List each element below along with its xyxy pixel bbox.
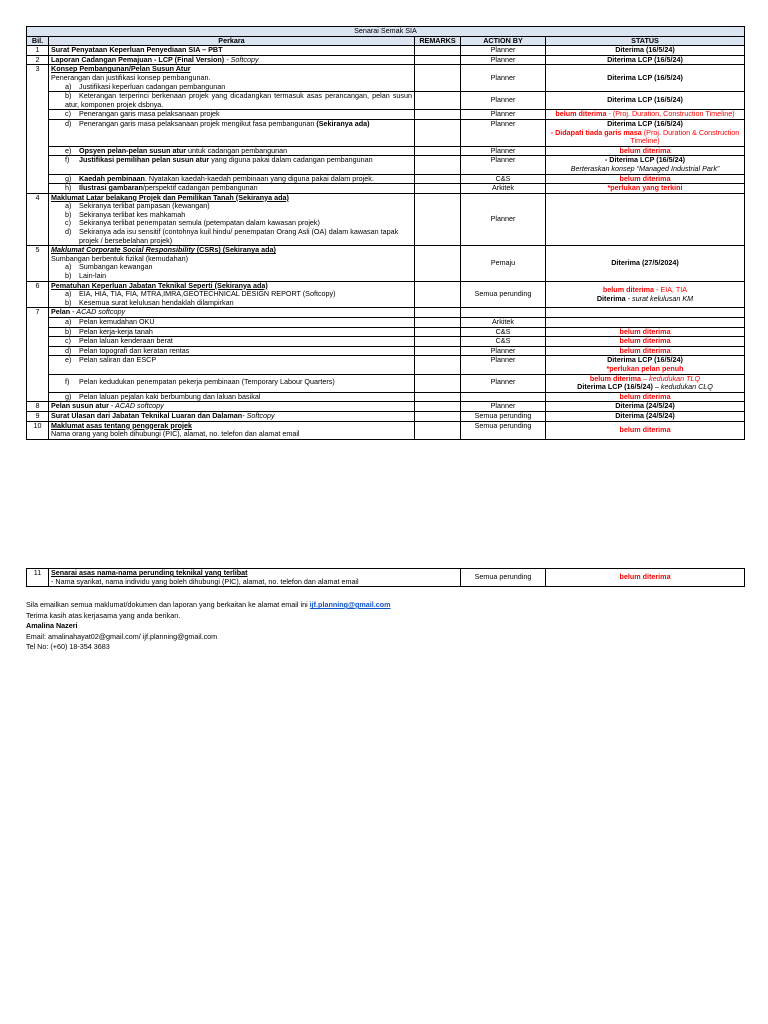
section-desc: Nama orang yang boleh dihubungi (PIC), alamat, no. telefon dan alamat email	[51, 429, 300, 439]
item-text: untuk cadangan pembangunan	[186, 146, 288, 155]
item-key: a)	[65, 262, 72, 272]
list-item	[51, 375, 412, 387]
item-text: Pelan kemudahan OKU	[79, 317, 155, 326]
row-status: belum diterima	[546, 337, 745, 347]
row-remarks	[415, 46, 461, 56]
row-perkara	[49, 55, 415, 65]
row-status	[546, 156, 745, 174]
row-status: Diterima LCP (16/5/24)	[546, 65, 745, 92]
list-item	[51, 147, 412, 156]
item-key: f)	[65, 155, 70, 165]
list-item	[51, 299, 412, 308]
item-key: a)	[65, 289, 72, 299]
list-item	[51, 120, 412, 129]
item-text: Pelan kerja-kerja tanah	[79, 327, 153, 336]
row-remarks	[415, 346, 461, 356]
section-heading: Senarai asas nama-nama perunding teknikal yang terlibat	[51, 568, 248, 577]
item-key: e)	[65, 355, 72, 365]
checklist-table-continued	[26, 568, 744, 587]
header-action: ACTION BY	[461, 36, 546, 46]
row-bil: 1	[27, 46, 49, 56]
row-status: *perlukan yang terkini	[546, 184, 745, 194]
row-action: Planner	[461, 65, 546, 92]
row-bil: 8	[27, 402, 49, 412]
item-text: Sekiranya terlibat pampasan (kewangan)	[79, 201, 210, 211]
row-perkara	[49, 318, 415, 328]
list-item	[51, 83, 412, 92]
table-row	[27, 337, 745, 347]
row-action: Planner	[461, 356, 546, 374]
row-status	[546, 281, 745, 308]
header-bil: Bil.	[27, 36, 49, 46]
row-remarks	[415, 356, 461, 374]
row-remarks	[415, 193, 461, 246]
table-row	[27, 308, 745, 318]
section-heading: Maklumat asas tentang penggerak projek	[51, 421, 192, 430]
row-status: belum diterima	[546, 146, 745, 156]
row-action: C&S	[461, 327, 546, 337]
row-bil: 5	[27, 246, 49, 281]
status-main: belum diterima	[589, 374, 641, 383]
table-row	[27, 402, 745, 412]
table-row	[27, 318, 745, 328]
section-heading: Pematuhan Keperluan Jabatan Teknikal Seperti (Sekiranya ada)	[51, 281, 268, 290]
table-row	[27, 421, 745, 439]
status-note: – kedudukan TLQ	[640, 374, 701, 383]
row-action: Planner	[461, 193, 546, 246]
row-bil: 11	[27, 569, 49, 587]
item-text: Keterangan terperinci berkenaan projek yang dicadangkan termasuk asas perancangan, pelan susun atur, komponen projek dsbnya.	[65, 91, 412, 109]
status-sub: Diterima LCP (16/5/24)	[577, 382, 653, 392]
row-bil: 10	[27, 421, 49, 439]
item-text: Sekiranya terlibat penempatan semula (petempatan dalam kawasan projek)	[79, 218, 320, 228]
table-row	[27, 327, 745, 337]
table-row	[27, 374, 745, 392]
row-status: belum diterima	[546, 327, 745, 337]
item-text: Lain-lain	[79, 271, 107, 281]
row-remarks	[415, 110, 461, 120]
row-remarks	[415, 246, 461, 281]
item-key: h)	[65, 183, 72, 193]
row-remarks	[415, 411, 461, 421]
table-row	[27, 346, 745, 356]
row-action: Planner	[461, 156, 546, 174]
row-action: Planner	[461, 110, 546, 120]
status-sub: *perlukan pelan penuh	[606, 363, 684, 373]
checklist-table	[26, 26, 745, 440]
row-perkara	[49, 374, 415, 392]
footer-name: Amalina Nazeri	[26, 621, 78, 630]
row-action: C&S	[461, 337, 546, 347]
row-action: Semua perunding	[461, 569, 546, 587]
row-perkara: Surat Penyataan Keperluan Penyediaan SIA – PBT	[49, 46, 415, 56]
row-action: Arkitek	[461, 184, 546, 194]
row-remarks	[415, 174, 461, 184]
row-bil: 3	[27, 65, 49, 193]
table-title-row	[27, 27, 745, 37]
table-row	[27, 110, 745, 120]
status-sub: - Didapati tiada garis masa	[550, 127, 642, 137]
table-row	[27, 46, 745, 56]
row-action: Planner	[461, 346, 546, 356]
row-perkara	[49, 356, 415, 374]
row-action: Semua perunding	[461, 411, 546, 421]
item-text: yang diguna pakai dalam cadangan pembangunan	[209, 155, 373, 165]
item-key: a)	[65, 317, 72, 326]
row-perkara	[49, 308, 415, 318]
table-title: Senarai Semak SIA	[27, 27, 745, 37]
list-item	[51, 328, 412, 337]
row-perkara-main: Laporan Cadangan Pemajuan - LCP (Final Version)	[51, 55, 225, 64]
section-heading: Maklumat Latar belakang Projek dan Pemilikan Tanah (Sekiranya ada)	[51, 193, 289, 202]
list-item	[51, 393, 412, 402]
row-status: belum diterima	[546, 569, 745, 587]
row-status: Diterima LCP (16/5/24)	[546, 55, 745, 65]
row-bil: 7	[27, 308, 49, 402]
row-perkara	[49, 184, 415, 194]
row-perkara-note: - ACAD softcopy	[108, 401, 164, 411]
item-key: b)	[65, 297, 72, 307]
item-key: b)	[65, 327, 72, 336]
table-row	[27, 174, 745, 184]
row-remarks	[415, 374, 461, 392]
row-perkara-main: Surat Ulasan dari Jabatan Teknikal Luaran dan Dalaman	[51, 411, 243, 420]
status-main: - Diterima LCP (16/5/24)	[604, 155, 686, 165]
row-remarks	[415, 146, 461, 156]
row-perkara	[49, 156, 415, 174]
section-heading-rest: (CSRs) (Sekiranya ada)	[194, 245, 276, 255]
list-item	[51, 228, 412, 245]
row-action	[461, 308, 546, 318]
header-perkara: Perkara	[49, 36, 415, 46]
table-row	[27, 146, 745, 156]
status-sub: Diterima	[596, 293, 626, 303]
row-perkara	[49, 337, 415, 347]
row-status	[546, 356, 745, 374]
row-remarks	[415, 421, 461, 439]
table-row	[27, 193, 745, 246]
row-bil: 4	[27, 193, 49, 246]
table-row	[27, 569, 745, 587]
table-row	[27, 92, 745, 110]
row-status: belum diterima	[546, 346, 745, 356]
row-perkara	[49, 327, 415, 337]
row-remarks	[415, 92, 461, 110]
header-row	[27, 36, 745, 46]
row-status: Diterima (16/5/24)	[546, 46, 745, 56]
table-row	[27, 246, 745, 281]
footer-tel: Tel No: (+60) 18-354 3683	[26, 642, 110, 651]
table-row	[27, 119, 745, 146]
item-key: c)	[65, 109, 71, 119]
row-remarks	[415, 308, 461, 318]
item-text: Pelan laluan kenderaan berat	[79, 336, 173, 346]
item-text: Penerangan garis masa pelaksanaan projek mengikut fasa pembangunan	[79, 119, 315, 128]
list-item	[51, 347, 412, 356]
row-status	[546, 119, 745, 146]
item-text: Penerangan garis masa pelaksanaan projek	[79, 109, 220, 119]
header-remarks: REMARKS	[415, 36, 461, 46]
item-text: Kesemua surat kelulusan hendaklah dilampirkan	[79, 297, 234, 307]
row-perkara	[49, 421, 415, 439]
row-action: Planner	[461, 92, 546, 110]
row-perkara	[49, 411, 415, 421]
item-text: . Nyatakan kaedah-kaedah pembinaan yang diguna pakai dalam projek.	[144, 174, 374, 183]
section-heading: Maklumat Corporate Social Responsibility	[51, 245, 195, 255]
item-key: d)	[65, 227, 72, 237]
section-heading: Konsep Pembangunan/Pelan Susun Atur	[51, 64, 191, 74]
row-status	[546, 318, 745, 328]
table-row	[27, 65, 745, 92]
row-perkara	[49, 569, 461, 587]
row-status	[546, 193, 745, 246]
item-text: Pelan kedudukan penempatan pekerja pembinaan (Temporary Labour Quarters)	[79, 376, 335, 386]
status-main: belum diterima	[602, 284, 655, 294]
row-perkara-note: - Softcopy	[242, 411, 275, 420]
item-text-bold: (Sekiranya ada)	[316, 119, 370, 128]
footer-instruction	[26, 600, 744, 611]
row-status: Diterima LCP (16/5/24)	[546, 92, 745, 110]
row-bil: 9	[27, 411, 49, 421]
row-remarks	[415, 318, 461, 328]
row-action: Planner	[461, 402, 546, 412]
status-note: – kedudukan CLQ	[652, 382, 713, 392]
table-row	[27, 55, 745, 65]
table-row	[27, 184, 745, 194]
item-text: Sekiranya terlibat kes mahkamah	[79, 209, 186, 219]
item-key: b)	[65, 209, 72, 219]
section-desc: - Nama syarikat, nama individu yang boleh dihubungi (PIC), alamat, no. telefon dan alamat email	[51, 576, 359, 586]
item-key: f)	[65, 376, 70, 386]
row-remarks	[415, 337, 461, 347]
table-row	[27, 281, 745, 308]
item-key: e)	[65, 146, 72, 155]
table-row	[27, 356, 745, 374]
status-main: belum diterima	[555, 109, 607, 119]
checklist-sheet	[26, 26, 744, 440]
row-perkara-main: Pelan susun atur	[51, 401, 109, 411]
row-perkara	[49, 65, 415, 92]
row-remarks	[415, 119, 461, 146]
header-status: STATUS	[546, 36, 745, 46]
status-note: - EIA, TIA	[654, 284, 688, 294]
list-item	[51, 272, 412, 281]
item-key: d)	[65, 346, 72, 355]
row-action: Planner	[461, 55, 546, 65]
row-perkara-note: - Softcopy	[224, 55, 259, 64]
item-key: g)	[65, 174, 72, 183]
list-item	[51, 337, 412, 346]
row-action: Planner	[461, 374, 546, 392]
row-remarks	[415, 327, 461, 337]
row-status	[546, 374, 745, 392]
row-status: belum diterima	[546, 392, 745, 402]
item-text: Pelan saliran dan ESCP	[79, 355, 157, 365]
checklist-table-2	[26, 568, 745, 587]
item-key: d)	[65, 119, 72, 128]
row-status: Diterima (24/5/24)	[546, 411, 745, 421]
footer-note	[26, 600, 744, 653]
footer-thanks: Terima kasih atas kerjasama yang anda berikan.	[26, 610, 181, 620]
item-text: Pelan topografi dan keratan rentas	[79, 346, 190, 355]
item-key: c)	[65, 336, 71, 346]
row-remarks	[415, 55, 461, 65]
row-remarks	[415, 65, 461, 92]
item-key: b)	[65, 271, 72, 281]
row-remarks	[415, 392, 461, 402]
item-text: EIA, HIA, TIA, FIA, MTRA,IMRA,GEOTECHNICAL DESIGN REPORT (Softcopy)	[79, 289, 336, 299]
item-text: /perspektif cadangan pembangunan	[142, 183, 258, 193]
status-main: Diterima LCP (16/5/24)	[607, 119, 683, 128]
list-item	[51, 156, 412, 165]
row-remarks	[415, 281, 461, 308]
row-remarks	[415, 156, 461, 174]
row-status: belum diterima	[546, 174, 745, 184]
section-desc: Penerangan dan justifikasi konsep pembangunan.	[51, 72, 211, 82]
list-item	[51, 356, 412, 365]
row-bil: 2	[27, 55, 49, 65]
section-heading-note: - ACAD softcopy	[70, 307, 126, 317]
row-action	[461, 392, 546, 402]
row-perkara	[49, 346, 415, 356]
table-row	[27, 392, 745, 402]
row-action: Planner	[461, 46, 546, 56]
status-note: (Proj. Duration & Construction Timeline)	[630, 127, 740, 146]
status-note: Berteraskan konsep “Managed Industrial Park”	[570, 163, 720, 173]
item-text-bold: Ilustrasi gambaran	[79, 183, 143, 193]
list-item	[51, 318, 412, 327]
item-text: Sekiranya ada isu sensitif (contohnya kuil hindu/ penempatan Orang Asli (OA) dalam kawasan tapak projek / bersebelahan projek)	[79, 227, 399, 245]
list-item	[51, 110, 412, 119]
row-perkara	[49, 402, 415, 412]
status-note: - surat kelulusan KM	[625, 293, 694, 303]
item-key: a)	[65, 201, 72, 211]
row-status: Diterima (27/5/2024)	[546, 246, 745, 281]
row-perkara	[49, 193, 415, 246]
table-row	[27, 156, 745, 174]
row-action: Planner	[461, 119, 546, 146]
row-perkara	[49, 246, 415, 281]
status-note: - (Proj. Duration, Construction Timeline)	[606, 109, 735, 119]
table-row	[27, 411, 745, 421]
row-remarks	[415, 184, 461, 194]
row-bil: 6	[27, 281, 49, 308]
item-text: Pelan laluan pejalan kaki berbumbung dan laluan basikal	[79, 392, 261, 401]
row-status	[546, 110, 745, 120]
row-status	[546, 308, 745, 318]
status-main: Diterima LCP (16/5/24)	[607, 355, 683, 365]
item-text: Sumbangan kewangan	[79, 262, 153, 272]
item-key: a)	[65, 81, 72, 91]
row-action: Semua perunding	[461, 281, 546, 308]
row-action: C&S	[461, 174, 546, 184]
row-action: Planner	[461, 146, 546, 156]
item-key: c)	[65, 218, 71, 228]
row-status: belum diterima	[546, 421, 745, 439]
section-desc: Sumbangan berbentuk fizikal (kemudahan)	[51, 253, 189, 263]
row-perkara	[49, 110, 415, 120]
email-link[interactable]: ijf.planning@gmail.com	[309, 600, 391, 609]
item-key: b)	[65, 91, 72, 101]
row-perkara	[49, 281, 415, 308]
item-text-bold: Opsyen pelan-pelan susun atur	[79, 146, 187, 155]
row-action: Arkitek	[461, 318, 546, 328]
row-perkara	[49, 174, 415, 184]
list-item	[51, 92, 412, 109]
row-perkara	[49, 119, 415, 146]
item-text: Justifikasi keperluan cadangan pembangunan	[79, 81, 226, 91]
row-perkara	[49, 146, 415, 156]
row-action: Pemaju	[461, 246, 546, 281]
list-item	[51, 184, 412, 193]
list-item	[51, 175, 412, 184]
row-perkara	[49, 392, 415, 402]
item-key: g)	[65, 392, 72, 401]
item-text-bold: Justifikasi pemilihan pelan susun atur	[79, 155, 210, 165]
section-heading: Pelan	[51, 307, 71, 317]
row-action: Semua perunding	[461, 421, 546, 439]
row-status: Diterima (24/5/24)	[546, 402, 745, 412]
footer-instruction-text: Sila emailkan semua maklumat/dokumen dan laporan yang berkaitan ke alamat email ini	[26, 600, 310, 609]
row-remarks	[415, 402, 461, 412]
footer-email: Email: amalinahayat02@gmail.com/ ijf.planning@gmail.com	[26, 631, 218, 641]
item-text-bold: Kaedah pembinaan	[79, 174, 145, 183]
row-perkara	[49, 92, 415, 110]
